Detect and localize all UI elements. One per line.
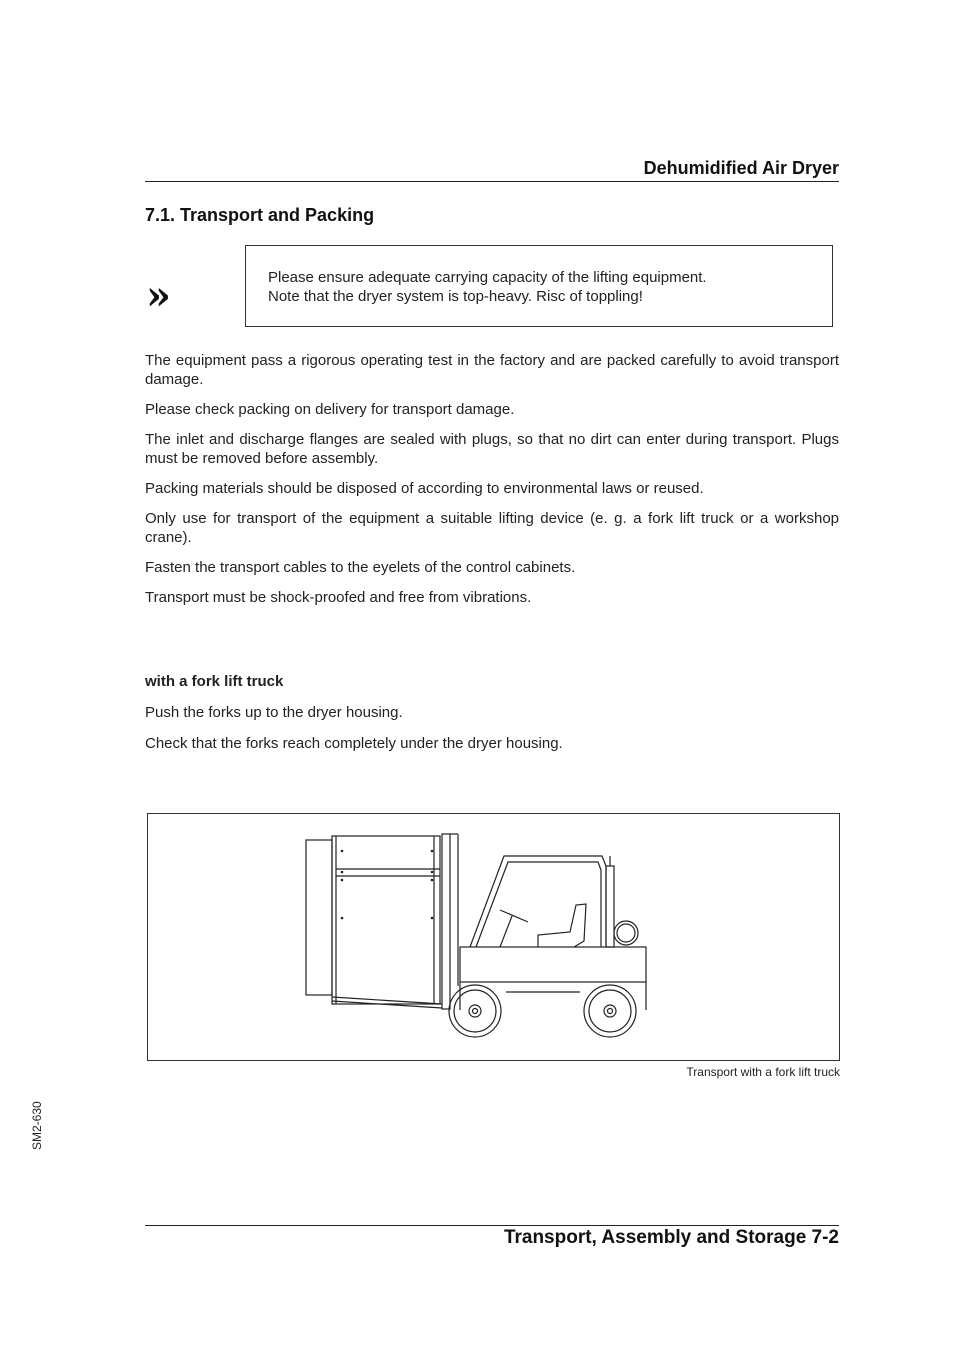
forklift-mast bbox=[442, 834, 450, 1009]
warning-line-1: Please ensure adequate carrying capacity of the lifting equipment. bbox=[268, 269, 707, 286]
forklift-step: Check that the forks reach completely under the dryer housing. bbox=[145, 735, 563, 752]
forklift-heading: with a fork lift truck bbox=[145, 673, 284, 690]
paragraph: Transport must be shock-proofed and free from vibrations. bbox=[145, 589, 532, 606]
warning-line-2: Note that the dryer system is top-heavy. Risc of toppling! bbox=[268, 288, 643, 305]
body-text bbox=[145, 351, 839, 618]
front-wheel bbox=[449, 985, 501, 1037]
footer-rule bbox=[145, 1225, 839, 1226]
paragraph: Only use for transport of the equipment a suitable lifting device (e. g. a fork lift truck or a workshop crane). bbox=[145, 510, 839, 546]
dryer-housing-panel bbox=[306, 840, 332, 995]
rear-wheel bbox=[584, 985, 636, 1037]
figure-caption: Transport with a fork lift truck bbox=[686, 1065, 840, 1079]
paragraph: Packing materials should be disposed of according to environmental laws or reused. bbox=[145, 480, 704, 497]
header-title: Dehumidified Air Dryer bbox=[643, 158, 839, 178]
section-title: 7.1. Transport and Packing bbox=[145, 205, 375, 225]
paragraph: The inlet and discharge flanges are sealed with plugs, so that no dirt can enter during transport. Plugs must be removed before assembly. bbox=[145, 431, 839, 467]
warning-box bbox=[245, 245, 833, 327]
paragraph: Please check packing on delivery for transport damage. bbox=[145, 401, 515, 418]
footer-title: Transport, Assembly and Storage 7-2 bbox=[503, 1227, 839, 1248]
eyelet-dots bbox=[341, 850, 434, 920]
paragraph: The equipment pass a rigorous operating test in the factory and are packed carefully to avoid transport damage. bbox=[145, 352, 839, 388]
forklift-illustration bbox=[148, 814, 839, 1060]
header-rule bbox=[145, 181, 839, 182]
forklift-step: Push the forks up to the dryer housing. bbox=[145, 704, 403, 721]
dryer-housing bbox=[332, 836, 440, 1004]
forklift-body bbox=[460, 947, 646, 982]
forklift-figure bbox=[147, 813, 840, 1061]
paragraph: Fasten the transport cables to the eyelets of the control cabinets. bbox=[145, 559, 576, 576]
double-chevron-right-icon: » bbox=[146, 272, 171, 319]
document-code: SM2-630 bbox=[30, 1101, 44, 1150]
forklift-steps bbox=[145, 703, 839, 765]
